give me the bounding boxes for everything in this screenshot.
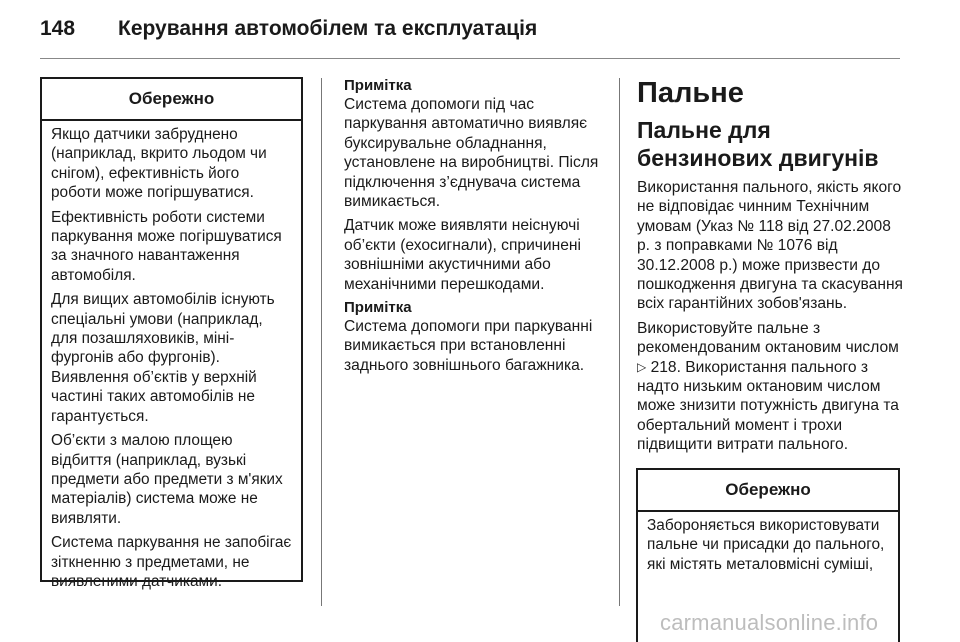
page-reference[interactable]: 218 bbox=[650, 358, 677, 376]
page-reference-icon: ▷ bbox=[637, 359, 647, 374]
body-paragraph: Використання пального, якість якого не відповідає чинним Технічним умовам (Указ № 118 від 27.02.2008 р. з поправками № 1076 від 30.12.2008 р.) може призвести до пошкодження двигуна та скасування всіх гарантійних зобов'язань. bbox=[637, 179, 903, 313]
left-warning-paragraph: Ефективність роботи системи паркування може погіршуватися за значного навантаження автомобіля. bbox=[51, 208, 282, 284]
note-text: Система допомоги під час паркування автоматично виявляє буксирувальне обладнання, установлене на виробництві. Після підключення з’єднувача система вимикається. bbox=[344, 96, 599, 211]
page-header bbox=[0, 0, 960, 60]
middle-column bbox=[344, 77, 606, 380]
left-warning-title: Обережно bbox=[42, 79, 301, 121]
watermark: carmanualsonline.info bbox=[660, 610, 879, 635]
left-warning-paragraph: Якщо датчики забруднено (наприклад, вкрито льодом чи снігом), ефективність його роботи може погіршуватися. bbox=[51, 126, 267, 202]
right-column bbox=[637, 76, 903, 460]
left-warning-paragraph: Об’єкти з малою площею відбиття (наприклад, вузькі предмети або предмети з м'яких матеріалів) система може не виявляти. bbox=[51, 432, 283, 527]
note-text: Система допомоги при паркуванні вимикається при встановленні заднього зовнішнього багажника. bbox=[344, 318, 593, 374]
paragraph-text: Використовуйте пальне з рекомендованим октановим числом bbox=[637, 319, 899, 357]
header-divider bbox=[40, 58, 900, 59]
section-heading: Пальне bbox=[637, 77, 744, 109]
right-warning-title: Обережно bbox=[638, 470, 898, 512]
page-number: 148 bbox=[40, 17, 76, 40]
note-label: Примітка bbox=[344, 299, 412, 317]
note-label: Примітка bbox=[344, 77, 412, 94]
left-warning-body bbox=[42, 121, 301, 591]
right-warning-text: Забороняється використовувати пальне чи присадки до пального, які містять металовмісні суміші, bbox=[647, 517, 885, 573]
column-divider bbox=[321, 78, 322, 606]
right-warning-body bbox=[638, 512, 898, 574]
paragraph-text: . Використання пального з надто низьким октановим числом може знизити потужність двигуна та обертальний момент і трохи підвищити витрати пального. bbox=[637, 358, 899, 454]
body-paragraph bbox=[637, 319, 903, 455]
column-divider bbox=[619, 78, 620, 606]
left-warning-paragraph: Для вищих автомобілів існують спеціальні умови (наприклад, для позашляховиків, міні-фургонів або фургонів). Виявлення об’єктів у верхній частині таких автомобілів не гарантується. bbox=[51, 291, 275, 425]
running-title: Керування автомобілем та експлуатація bbox=[118, 17, 538, 40]
body-paragraph: Датчик може виявляти неіснуючі об’єкти (ехосигнали), спричинені зовнішніми акустичними або механічними перешкодами. bbox=[344, 217, 581, 293]
left-warning-box bbox=[40, 77, 303, 590]
subsection-heading: Пальне для бензинових двигунів bbox=[637, 117, 879, 171]
left-warning-paragraph: Система паркування не запобігає зіткненню з предметами, не виявленими датчиками. bbox=[51, 534, 292, 590]
